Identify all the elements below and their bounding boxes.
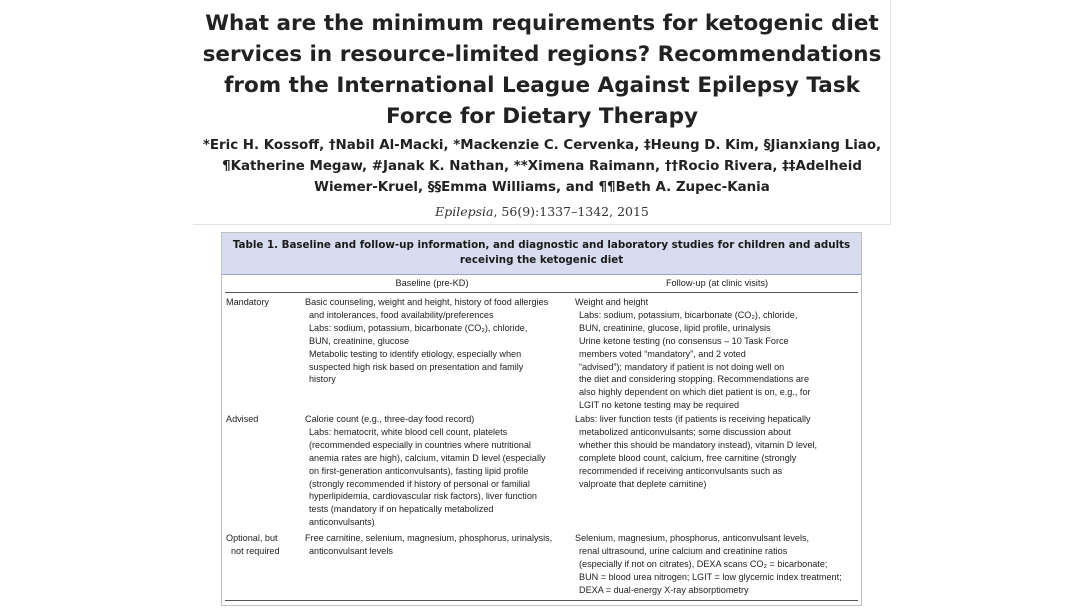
cell-line: Selenium, magnesium, phosphorus, anticonvulsant levels, bbox=[575, 533, 810, 543]
cell-line: (recommended especially in countries where nutritional bbox=[309, 439, 531, 450]
cell-line: metabolized anticonvulsants; some discussion about bbox=[579, 426, 791, 437]
cell-line: whether this should be mandatory instead), vitamin D level, bbox=[579, 439, 818, 450]
row-label-optional bbox=[226, 532, 280, 558]
row-label-mandatory bbox=[226, 296, 269, 309]
cell-line: Basic counseling, weight and height, history of food allergies bbox=[305, 297, 549, 307]
cell-line: Labs: hematocrit, white blood cell count, platelets bbox=[309, 426, 508, 437]
cell-line: Free carnitine, selenium, magnesium, phosphorus, urinalysis, bbox=[305, 533, 553, 543]
cell-line: anticonvulsants) bbox=[309, 517, 375, 528]
cell-line: Labs: liver function tests (if patients is receiving hepatically bbox=[575, 414, 811, 424]
cell-line: anticonvulsant levels bbox=[309, 545, 393, 556]
citation bbox=[200, 204, 884, 219]
cell-line: Metabolic testing to identify etiology, especially when bbox=[309, 348, 522, 359]
cell-optional-baseline bbox=[305, 532, 552, 558]
table-caption: Table 1. Baseline and follow-up information, and diagnostic and laboratory studies for children and adults receiving the ketogenic diet bbox=[222, 233, 861, 275]
cell-line: members voted “mandatory”, and 2 voted bbox=[579, 348, 746, 359]
cell-line: anemia rates are high), calcium, vitamin D level (especially bbox=[309, 452, 546, 463]
cell-line: (especially if not on citrates), DEXA scans CO₂ = bicarbonate; bbox=[579, 558, 828, 569]
cell-line: hyperlipidemia, cardiovascular risk factors), liver function bbox=[309, 491, 537, 502]
cell-line: LGIT no ketone testing may be required bbox=[579, 400, 740, 411]
row-label-advised bbox=[226, 413, 258, 426]
author-list bbox=[200, 135, 884, 198]
row-label-line: Mandatory bbox=[226, 297, 269, 307]
cell-line: recommended if receiving anticonvulsants such as bbox=[579, 465, 783, 476]
cell-line: valproate that deplete carnitine) bbox=[579, 478, 707, 489]
cell-mandatory-followup bbox=[575, 296, 811, 412]
table-panel bbox=[221, 232, 862, 606]
cell-advised-baseline bbox=[305, 413, 546, 529]
cell-line: Calorie count (e.g., three-day food record) bbox=[305, 414, 475, 424]
cell-line: on first-generation anticonvulsants), fasting lipid profile bbox=[309, 465, 529, 476]
cell-line: Labs: sodium, potassium, bicarbonate (CO₂), chloride, bbox=[309, 322, 528, 333]
cell-line: (strongly recommended if history of personal or familial bbox=[309, 478, 530, 489]
cell-line: history bbox=[309, 374, 336, 385]
cell-optional-followup bbox=[575, 532, 842, 597]
author-line: ¶Katherine Megaw, #Janak K. Nathan, **Ximena Raimann, ††Rocio Rivera, ‡‡Adelheid bbox=[222, 159, 862, 174]
cell-line: and intolerances, food availability/preferences bbox=[309, 309, 494, 320]
cell-line: Weight and height bbox=[575, 297, 649, 307]
cell-line: BUN, creatinine, glucose bbox=[309, 335, 410, 346]
paper-title: What are the minimum requirements for ketogenic diet services in resource-limited regions? Recommendations from the International League Against Epilepsy Task Force for Dietary Therapy bbox=[202, 11, 882, 129]
table-bottom-rule bbox=[225, 600, 858, 601]
row-label-line: Advised bbox=[226, 414, 259, 424]
cell-line: also highly dependent on which diet patient is on, e.g., for bbox=[579, 387, 811, 398]
header-rule bbox=[225, 292, 858, 293]
cell-mandatory-baseline bbox=[305, 296, 548, 386]
cell-line: complete blood count, calcium, free carnitine (strongly bbox=[579, 452, 797, 463]
cell-line: suspected high risk based on presentation and family bbox=[309, 361, 524, 372]
cell-line: tests (mandatory if on hepatically metabolized bbox=[309, 504, 494, 515]
cell-line: DEXA = dual-energy X-ray absorptiometry bbox=[579, 584, 749, 595]
cell-advised-followup bbox=[575, 413, 817, 490]
author-line: Wiemer-Kruel, §§Emma Williams, and ¶¶Beth A. Zupec-Kania bbox=[314, 180, 770, 195]
column-header-baseline: Baseline (pre-KD) bbox=[395, 278, 469, 288]
citation-details: , 56(9):1337–1342, 2015 bbox=[493, 204, 649, 219]
cell-line: renal ultrasound, urine calcium and creatinine ratios bbox=[579, 545, 788, 556]
cell-line: BUN = blood urea nitrogen; LGIT = low glycemic index treatment; bbox=[579, 571, 842, 582]
author-line: *Eric H. Kossoff, †Nabil Al-Macki, *Mackenzie C. Cervenka, ‡Heung D. Kim, §Jianxiang Liao, bbox=[202, 138, 882, 153]
cell-line: the diet and considering stopping. Recommendations are bbox=[579, 374, 810, 385]
cell-line: BUN, creatinine, glucose, lipid profile, urinalysis bbox=[579, 322, 771, 333]
cell-line: Labs: sodium, potassium, bicarbonate (CO₂), chloride, bbox=[579, 309, 798, 320]
row-label-line: not required bbox=[231, 545, 280, 556]
cell-line: Urine ketone testing (no consensus – 10 Task Force bbox=[579, 335, 789, 346]
citation-journal: Epilepsia bbox=[435, 204, 494, 219]
row-label-line: Optional, but bbox=[226, 533, 278, 543]
column-header-followup: Follow-up (at clinic visits) bbox=[665, 278, 769, 288]
cell-line: “advised”); mandatory if patient is not doing well on bbox=[579, 361, 785, 372]
